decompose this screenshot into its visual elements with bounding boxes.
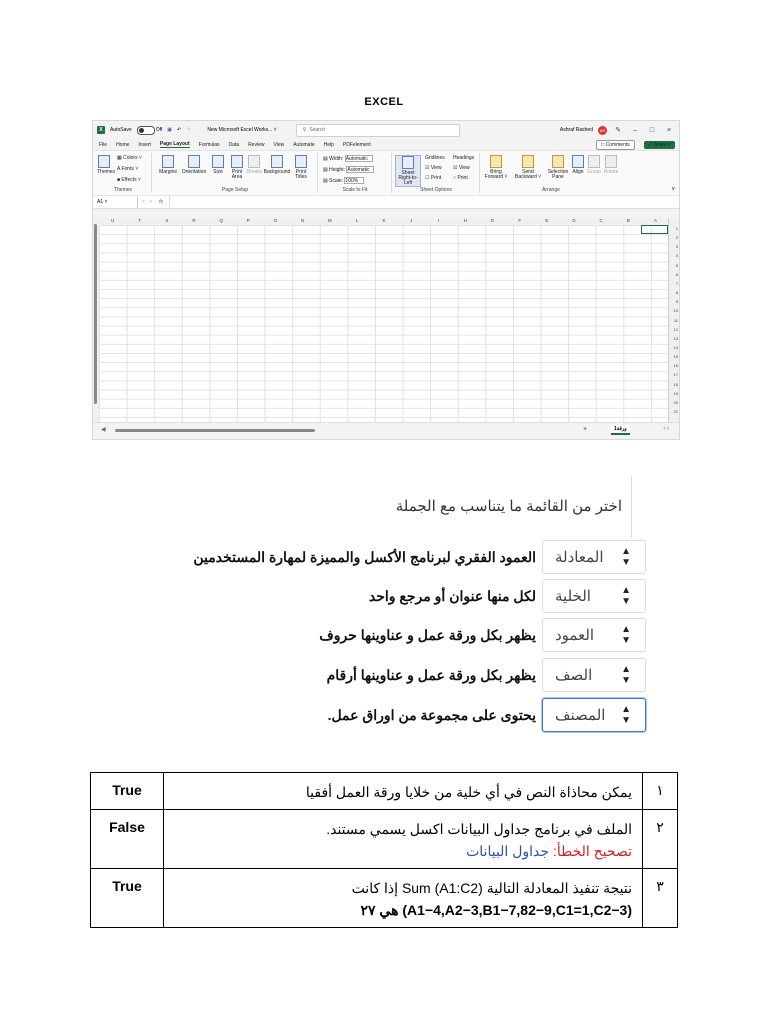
match-text-2: لكل منها عنوان أو مرجع واحد [368,587,536,604]
column-header[interactable]: B [626,218,630,223]
number-cell: ٣ [643,869,678,928]
background-icon [271,155,283,168]
sheet-rtl-icon [402,156,414,169]
print-area-button[interactable] [229,155,245,180]
ribbon-group-arrange [481,153,621,193]
scale-label: Scale: [329,177,344,184]
group-label-themes: Themes [113,187,133,193]
height-control[interactable]: ▤ Height: Automatic [323,166,374,173]
colors-label: Colors ˅ [123,155,142,161]
row-header[interactable]: 9 [675,299,678,305]
match-select-1[interactable] [542,540,646,574]
print-titles-button[interactable] [293,155,309,180]
headings-view-label: View [458,165,470,171]
comments-label: Comments [605,141,630,148]
group-label: Group [587,169,601,175]
answer-cell: False [91,810,164,869]
match-text-1: العمود الفقري لبرنامج الأكسل والمميزة لمهارة المستخدمين [193,548,536,565]
statement-text-line2: (A1−4,A2−3,B1−7,82−9,C1=1,C2−3) هي ٢٧ [360,902,632,918]
divider [631,476,632,538]
match-select-1-value: المعادلة [555,549,604,566]
column-header[interactable]: T [138,218,142,223]
row-header[interactable]: 7 [675,280,678,286]
group-label-sheet-options: Sheet Options [420,187,452,193]
effects-button[interactable]: ■ Effects ˅ [117,177,141,183]
match-select-5[interactable] [542,698,646,732]
margins-label: Margins [159,169,177,175]
align-button[interactable] [571,155,585,175]
close-icon[interactable]: × [666,126,672,134]
align-label: Align [572,169,584,175]
height-select[interactable] [346,166,374,173]
sheet-rtl-label: Sheet Right-to-Left [398,170,418,186]
bring-forward-button[interactable] [483,155,509,180]
bring-forward-label: Bring Forward ˅ [484,169,508,180]
formula-input[interactable] [169,196,679,208]
statement-text: نتيجة تنفيذ المعادلة التالية Sum (A1:C2) إذا كانت [351,880,632,896]
updown-caret-icon: ▲ ▼ [621,664,631,686]
group-label-arrange: Arrange [542,187,560,193]
avatar[interactable]: AR [599,127,606,133]
question-header: اختر من القائمة ما يتناسب مع الجملة [395,498,622,515]
column-header[interactable]: Q [219,218,223,223]
width-value: Automatic [345,156,368,162]
column-header[interactable]: G [490,218,495,223]
sheet-tab[interactable]: ورقة1 [611,425,630,435]
row-header[interactable]: 1 [675,226,678,231]
match-row-1 [180,539,646,575]
row-header[interactable]: 6 [675,271,678,277]
row-header[interactable]: 21 [673,409,678,414]
rotate-button[interactable] [603,155,619,175]
print-titles-label: Print Titles [295,169,307,180]
cell-area[interactable] [99,225,669,423]
breaks-icon [248,155,260,168]
column-header[interactable]: D [572,218,576,223]
redo-icon[interactable]: ↷ [186,127,191,133]
row-header[interactable]: 18 [673,381,678,387]
selection-pane-label: Selection Pane [547,169,569,180]
column-header[interactable]: H [463,218,468,223]
excel-ribbon [93,150,679,196]
statement-text: الملف في برنامج جداول البيانات اكسل يسمي مستند. [326,821,632,837]
match-row-2 [180,578,646,614]
match-select-2-value: الخلية [555,588,591,605]
search-input[interactable] [296,124,460,137]
size-button[interactable] [211,155,225,175]
column-header[interactable]: U [110,218,115,223]
autosave-toggle[interactable] [137,126,155,135]
fonts-label: Fonts ˅ [121,166,139,172]
group-label-scale: Scale to Fit [342,187,368,193]
share-button[interactable]: ↗ Share ˅ [644,141,675,149]
menu-pdfelement[interactable]: PDFelement [342,141,371,148]
column-header[interactable]: R [192,218,196,223]
name-box-value: A1 [97,199,104,205]
column-header[interactable]: N [300,218,305,223]
share-label: Share [653,141,667,148]
row-header[interactable]: 5 [675,262,678,268]
workbook-name[interactable]: New Microsoft Excel Works... ˅ [207,127,277,133]
match-select-3[interactable] [542,618,646,652]
menu-data[interactable]: Data [228,141,240,148]
row-header[interactable]: 11 [673,317,678,323]
menu-view[interactable]: View [273,141,285,148]
row-header[interactable]: 12 [673,326,678,332]
width-control[interactable]: ▤ Width: Automatic [323,155,373,162]
table-row [91,869,678,928]
excel-screenshot [92,120,680,440]
menu-formulas[interactable]: Formulas [198,141,220,148]
scale-input[interactable] [344,177,364,184]
print-area-icon [231,155,243,168]
themes-icon [98,155,110,168]
column-header[interactable]: A [653,218,657,223]
match-row-4 [180,657,646,693]
margins-icon [162,155,174,168]
row-header[interactable]: 2 [675,235,678,241]
background-button[interactable] [263,155,291,175]
ribbon-collapse-icon[interactable]: ˅ [671,187,675,193]
menu-insert[interactable]: Insert [138,141,151,148]
excel-logo-icon: X [97,126,105,134]
gridlines-print-label: Print [430,175,442,181]
excel-menubar [93,139,679,150]
scale-control[interactable]: ▤ Scale: 100% [323,177,364,184]
gridlines-view-label: View [430,165,442,171]
formula-bar [93,196,679,209]
sheet-rtl-button[interactable] [395,155,421,187]
gridlines-label: Gridlines [425,155,445,161]
row-header[interactable]: 16 [673,363,678,369]
group-button[interactable] [587,155,601,175]
match-row-3 [180,617,646,653]
match-select-5-value: المصنف [555,707,606,724]
enter-icon[interactable]: ✓ [148,199,154,205]
width-select[interactable] [345,155,373,162]
row-header[interactable]: 3 [675,244,678,250]
themes-label: Themes [97,169,116,175]
sheet-nav-icon[interactable]: ‹ › [663,426,669,432]
match-select-3-value: العمود [555,627,595,644]
align-icon [572,155,584,168]
correction-line [170,840,632,862]
match-select-4[interactable] [542,658,646,692]
search-placeholder: Search [309,127,326,133]
menu-automate[interactable]: Automate [293,141,315,148]
name-box[interactable]: A1 ˅ [93,196,138,208]
headings-print-label: Print [457,175,468,181]
worksheet-grid[interactable] [93,218,679,423]
statement-cell [164,773,643,810]
row-header[interactable]: 4 [675,253,678,259]
cancel-icon[interactable]: × [142,199,145,205]
sheet-bar [93,422,679,439]
fonts-button[interactable]: A Fonts ˅ [117,166,139,172]
row-headers [668,218,679,423]
updown-caret-icon: ▲ ▼ [621,585,631,607]
selection-pane-button[interactable] [547,155,569,180]
row-header[interactable]: 17 [673,372,678,378]
statement-cell [164,810,643,869]
row-header[interactable]: 19 [673,390,678,396]
active-cell[interactable] [641,225,668,234]
comments-button[interactable]: □ Comments [596,140,635,150]
height-label: Height: [329,166,345,173]
row-header[interactable]: 10 [673,308,678,314]
match-text-5: يحتوى على مجموعة من اوراق عمل. [327,706,536,723]
maximize-icon[interactable]: □ [649,126,655,134]
ribbon-group-scale [319,153,392,193]
row-header[interactable]: 14 [673,344,678,350]
number-cell: ٢ [643,810,678,869]
search-icon: ⚲ [302,127,307,133]
colors-button[interactable]: ▦ Colors ˅ [117,155,142,161]
add-sheet-icon[interactable]: + [583,426,588,433]
column-header[interactable]: J [410,218,413,223]
answer-cell: True [91,869,164,928]
minimize-icon[interactable]: – [633,126,637,134]
size-label: Size [213,169,223,175]
match-text-3: يظهر بكل ورقة عمل و عناوينها حروف [319,626,536,643]
number-cell: ١ [643,773,678,810]
menu-help[interactable]: Help [323,141,334,148]
ribbon-group-themes [95,153,152,193]
column-header[interactable]: P [246,218,250,223]
send-backward-label: Send Backward ˅ [514,169,542,180]
true-false-table [90,772,678,928]
updown-caret-icon: ▲ ▼ [621,624,631,646]
column-header[interactable]: I [437,218,439,223]
selection-pane-icon [552,155,564,168]
print-area-label: Print Area [231,169,243,180]
margins-button[interactable] [159,155,177,175]
autosave-label: AutoSave [110,127,132,133]
pen-icon[interactable]: ✎ [615,127,621,134]
column-header[interactable]: F [518,218,522,223]
rotate-icon [605,155,617,168]
column-header[interactable]: O [273,218,278,223]
scroll-left-icon[interactable]: ◀ [101,427,106,433]
ribbon-group-page-setup [153,153,318,193]
undo-icon[interactable]: ↶ [177,127,182,133]
rotate-label: Rotate [603,169,619,175]
row-header[interactable]: 8 [675,290,678,296]
effects-label: Effects ˅ [121,177,141,183]
updown-caret-icon: ▲ ▼ [621,704,631,726]
column-header[interactable]: L [355,218,359,223]
statement-cell [164,869,643,928]
group-label-page-setup: Page Setup [221,187,249,193]
menu-page-layout[interactable]: Page Layout [159,141,190,147]
menu-file[interactable]: File [99,141,108,148]
scale-value: 100% [345,178,359,184]
group-icon [588,155,600,168]
answer-cell: True [91,773,164,810]
column-header[interactable]: K [382,218,386,223]
breaks-label: Breaks [247,169,263,175]
headings-print-checkbox[interactable]: ○ Print [453,175,468,181]
width-label: Width: [329,155,344,162]
ribbon-group-sheet-options [393,153,480,193]
orientation-label: Orientation [181,169,207,175]
bring-forward-icon [490,155,502,168]
column-header[interactable]: M [327,218,332,223]
gridlines-view-checkbox[interactable]: ☑ View [425,165,442,171]
menu-home[interactable]: Home [116,141,130,148]
fx-icon[interactable]: fx [159,199,164,205]
correction-value: جداول البيانات [466,843,550,859]
table-row [91,810,678,869]
horizontal-scrollbar[interactable] [115,429,315,432]
match-row-5 [180,697,646,733]
statement-text: يمكن محاذاة النص في أي خلية من خلايا ورقة العمل أفقيا [305,784,632,800]
toggle-state: Off [155,127,163,133]
row-header[interactable]: 13 [673,335,678,341]
row-header[interactable]: 20 [673,399,678,405]
correction-label: تصحيح الخطأ: [552,843,632,859]
match-select-2[interactable] [542,579,646,613]
send-backward-button[interactable] [513,155,543,180]
match-select-4-value: الصف [555,667,593,684]
column-header[interactable]: E [545,218,549,223]
headings-label: Headings [453,155,475,161]
user-name: Ashraf Rashed [559,127,593,133]
print-titles-icon [295,155,307,168]
menu-review[interactable]: Review [248,141,265,148]
table-row [91,773,678,810]
document-title: EXCEL [364,96,404,108]
size-icon [212,155,224,168]
send-backward-icon [522,155,534,168]
themes-button[interactable] [97,155,116,175]
headings-view-checkbox[interactable]: ☑ View [453,165,470,171]
column-header[interactable]: C [599,218,603,223]
updown-caret-icon: ▲ ▼ [621,546,631,568]
row-header[interactable]: 15 [673,354,678,360]
column-header[interactable]: S [165,218,169,223]
height-value: Automatic [347,167,370,173]
breaks-button[interactable] [247,155,261,175]
orientation-button[interactable] [181,155,207,175]
orientation-icon [188,155,200,168]
gridlines-print-checkbox[interactable]: ☐ Print [425,175,442,181]
excel-titlebar [93,121,679,139]
background-label: Background [263,169,291,175]
match-text-4: يظهر بكل ورقة عمل و عناوينها أرقام [326,666,536,683]
save-icon[interactable]: ▣ [167,127,172,133]
